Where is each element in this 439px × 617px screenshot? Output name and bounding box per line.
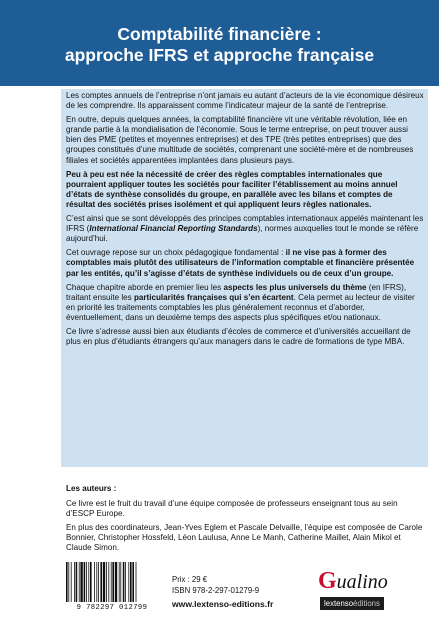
barcode-bar xyxy=(76,562,78,602)
authors-paragraph-1: Ce livre est le fruit du travail d’une équipe composée de professeurs enseignant tous au sein d’ESCP Europe. xyxy=(66,499,398,519)
publisher-website: www.lextenso-editions.fr xyxy=(172,599,274,609)
paragraph-6-e: . Cela permet au lecteur de visiter en priorité les traitements comptables les plus généralement reconnus et d’aborder, éventuellement, dans un deuxième temps des aspects plus spécifiques et/ou nationaux. xyxy=(66,292,415,322)
price-isbn-block xyxy=(172,574,259,596)
paragraph-6-b: aspects les plus universels du thème xyxy=(223,282,367,292)
barcode xyxy=(64,560,160,604)
title-line-2: approche IFRS et approche française xyxy=(64,45,375,65)
paragraph-2: En outre, depuis quelques années, la comptabilité financière vit une véritable révolution, liée en grande partie à la mondialisation de l’économie. Sous le terme entreprise, on peut trouver aussi bien des PME (petites et moyennes entreprises) et des TPE (très petites entreprises) que des groupes constitués d’une multitude de sociétés, comprenant une société-mère et de nombreuses filiales et sociétés apparentées implantées dans plusieurs pays. xyxy=(66,115,414,165)
barcode-bar xyxy=(74,562,75,602)
lextenso-logo-name: lextenso xyxy=(324,599,354,608)
gualino-logo xyxy=(318,568,388,595)
authors-heading: Les auteurs : xyxy=(66,484,117,493)
barcode-bar xyxy=(86,562,87,602)
barcode-bar xyxy=(123,562,125,602)
barcode-bar xyxy=(119,562,120,602)
barcode-bar xyxy=(106,562,107,602)
barcode-bar xyxy=(80,562,82,602)
paragraph-4-end: ), normes auxquelles tout le monde se réfère aujourd’hui. xyxy=(66,224,419,244)
barcode-bar xyxy=(96,562,97,602)
barcode-bar xyxy=(90,562,92,602)
barcode-bar xyxy=(98,562,99,602)
paragraph-6 xyxy=(66,283,424,323)
paragraph-5-start: Cet ouvrage repose sur un choix pédagogique fondamental : xyxy=(66,248,286,258)
paragraph-6-d: particularités françaises qui s’en écartent xyxy=(133,292,294,302)
lextenso-logo xyxy=(320,597,384,610)
barcode-bar xyxy=(136,562,137,602)
paragraph-6-c: (en IFRS), traitant ensuite les xyxy=(66,282,407,302)
barcode-bar xyxy=(71,562,72,602)
authors-section xyxy=(66,484,424,558)
barcode-image xyxy=(64,560,160,604)
paragraph-1: Les comptes annuels de l’entreprise n’ont jamais eu autant d’acteurs de la vie économique désireux de les comprendre. Ils apparaissent comme l’indicateur majeur de la santé de l’entreprise. xyxy=(66,91,424,111)
barcode-bar xyxy=(84,562,86,602)
paragraph-4-start: C’est ainsi que se sont développés des principes comptables internationaux appelés maintenant les IFRS ( xyxy=(66,214,424,234)
paragraph-5-emphasis: il ne vise pas à former des comptables mais plutôt des utilisateurs de l’information comptable et financière présentée par les entités, qu’il s’agisse d’états de synthèse individuels ou de ceux d’un groupe. xyxy=(66,248,415,278)
paragraph-7: Ce livre s’adresse aussi bien aux étudiants d’écoles de commerce et d’universités accueillant de plus en plus d’étudiants étrangers qu’aux managers dans le cadre de formations de type MBA. xyxy=(66,326,411,347)
barcode-bar xyxy=(79,562,80,602)
authors-paragraph-2: En plus des coordinateurs, Jean-Yves Eglem et Pascale Delvaille, l’équipe est composée de Carole Bonnier, Christopher Hossfeld, Léon Laulusa, Anne Le Manh, Catherine Maillet, Alain Mikol et Claude Simon. xyxy=(66,523,423,553)
summary-text xyxy=(66,91,424,351)
barcode-bar xyxy=(128,562,129,602)
barcode-bar xyxy=(100,562,102,602)
paragraph-6-a: Chaque chapitre aborde en premier lieu les xyxy=(66,282,224,292)
book-title xyxy=(0,24,439,66)
gualino-logo-rest: ualino xyxy=(336,571,388,593)
barcode-bar xyxy=(115,562,117,602)
ifrs-full-name: International Financial Reporting Standards xyxy=(89,224,258,234)
barcode-bar xyxy=(111,562,112,602)
barcode-bar xyxy=(88,562,89,602)
barcode-bar xyxy=(130,562,132,602)
barcode-bar xyxy=(132,562,134,602)
barcode-bar xyxy=(103,562,105,602)
barcode-number: 9 782297 012799 xyxy=(76,604,148,612)
barcode-bar xyxy=(112,562,114,602)
gualino-logo-initial: G xyxy=(318,568,337,594)
barcode-bar xyxy=(120,562,121,602)
barcode-bar xyxy=(108,562,109,602)
barcode-bar xyxy=(125,562,126,602)
title-line-1: Comptabilité financière : xyxy=(117,24,322,44)
isbn: ISBN 978-2-297-01279-9 xyxy=(172,586,260,595)
barcode-bar xyxy=(94,562,95,602)
paragraph-5 xyxy=(66,248,424,278)
barcode-bar xyxy=(68,562,69,602)
barcode-bar xyxy=(66,562,68,602)
lextenso-logo-suffix: éditions xyxy=(353,599,380,608)
paragraph-3: Peu à peu est née la nécessité de créer des règles comptables internationales que pourraient appliquer toutes les sociétés pour faciliter l’établissement au moins annuel d’états de synthèse consolidés du groupe, en parallèle avec les bilans et comptes de résultat des sociétés prises isolément et qui appliquent leurs règles nationales. xyxy=(66,169,398,209)
paragraph-4 xyxy=(66,214,424,244)
price: Prix : 29 € xyxy=(172,575,208,584)
